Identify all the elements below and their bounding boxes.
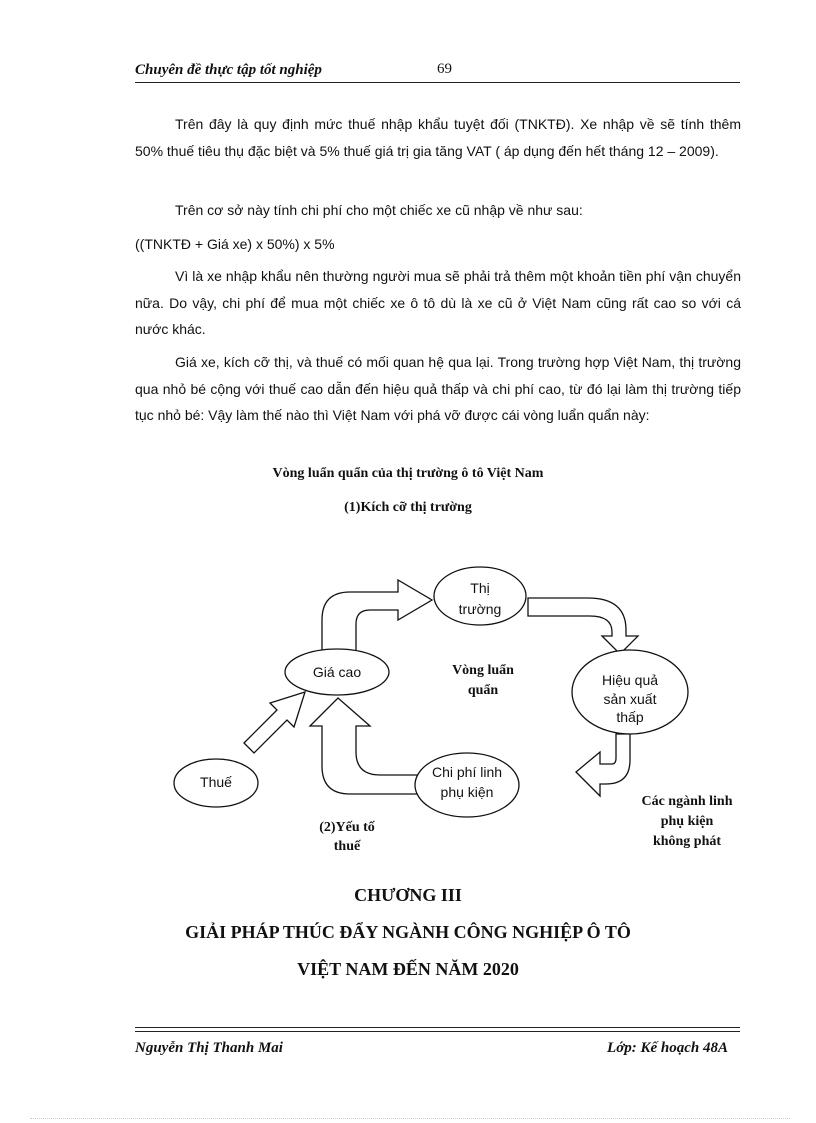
efficiency-label-2: sản xuất (603, 691, 657, 707)
paragraph-3: Vì là xe nhập khẩu nên thường người mua sẽ phải trả thêm một khoản tiền phí vận chuyển nữa. Do vậy, chi phí để mua một chiếc xe ô tô dù là xe cũ ở Việt Nam cũng rất cao so với cá nước khác. (135, 268, 741, 337)
paragraph-2: Trên cơ sở này tính chi phí cho một chiếc xe cũ nhập về như sau: (175, 202, 583, 218)
tax-factor-label-1: (2)Yếu tố (319, 820, 375, 835)
arrow-tax-to-price (244, 692, 305, 753)
arrow-market-to-efficiency (528, 598, 638, 654)
header-rule (135, 82, 740, 83)
vicious-circle-diagram (0, 540, 816, 860)
parts-cost-label-1: Chi phí linh (431, 764, 503, 780)
tax-label: Thuế (200, 774, 232, 790)
center-label-1: Vòng luẩn (452, 663, 514, 678)
diagram-subcaption: (1)Kích cỡ thị trường (344, 500, 472, 515)
header-title: Chuyên đề thực tập tốt nghiệp (135, 62, 322, 78)
efficiency-label-1: Hiệu quả (601, 672, 659, 688)
chapter-number: CHƯƠNG III (354, 885, 462, 905)
parts-cost-label-2: phụ kiện (440, 784, 494, 800)
tax-factor-label-2: thuế (333, 839, 361, 854)
diagram-caption: Vòng luẩn quẩn của thị trường ô tô Việt Nam (272, 466, 544, 481)
footer-author: Nguyễn Thị Thanh Mai (135, 1040, 283, 1056)
paragraph-4: Giá xe, kích cỡ thị, và thuế có mối quan hệ qua lại. Trong trường hợp Việt Nam, thị trường qua nhỏ bé cộng với thuế cao dẫn đến hiệu quả thấp và chi phí cao, từ đó lại làm thị trường tiếp tục nhỏ bé: Vậy làm thế nào thì Việt Nam với phá vỡ được cái vòng luẩn quẩn này: (135, 354, 741, 423)
market-label-1: Thị (470, 580, 490, 596)
chapter-title-1: GIẢI PHÁP THÚC ĐẨY NGÀNH CÔNG NGHIỆP Ô TÔ (185, 922, 631, 942)
page-footer (135, 1040, 740, 1062)
market-label-2: trường (458, 601, 502, 617)
center-label-2: quẩn (467, 683, 499, 698)
arrow-price-to-market (322, 580, 432, 652)
footer-rule-top (135, 1027, 740, 1028)
parts-industry-label-1: Các ngành linh (641, 794, 733, 809)
parts-industry-label-2: phụ kiện (660, 814, 714, 829)
parts-industry-label-3: không phát (652, 834, 722, 849)
arrow-cost-to-price (310, 698, 418, 794)
footer-rule-bottom (135, 1031, 740, 1032)
chapter-title-2: VIỆT NAM ĐẾN NĂM 2020 (297, 959, 519, 979)
formula: ((TNKTĐ + Giá xe) x 50%) x 5% (135, 236, 335, 252)
arrow-efficiency-to-cost (576, 734, 630, 796)
page-header (135, 60, 740, 84)
efficiency-label-3: thấp (616, 709, 644, 725)
high-price-label: Giá cao (312, 664, 362, 680)
page-number: 69 (437, 61, 452, 77)
footer-class: Lớp: Kế hoạch 48A (607, 1040, 728, 1056)
page-edge (30, 1118, 790, 1119)
paragraph-1: Trên đây là quy định mức thuế nhập khẩu tuyệt đối (TNKTĐ). Xe nhập về sẽ tính thêm 50% thuế tiêu thụ đặc biệt và 5% thuế giá trị gia tăng VAT ( áp dụng đến hết tháng 12 – 2009). (135, 116, 741, 159)
